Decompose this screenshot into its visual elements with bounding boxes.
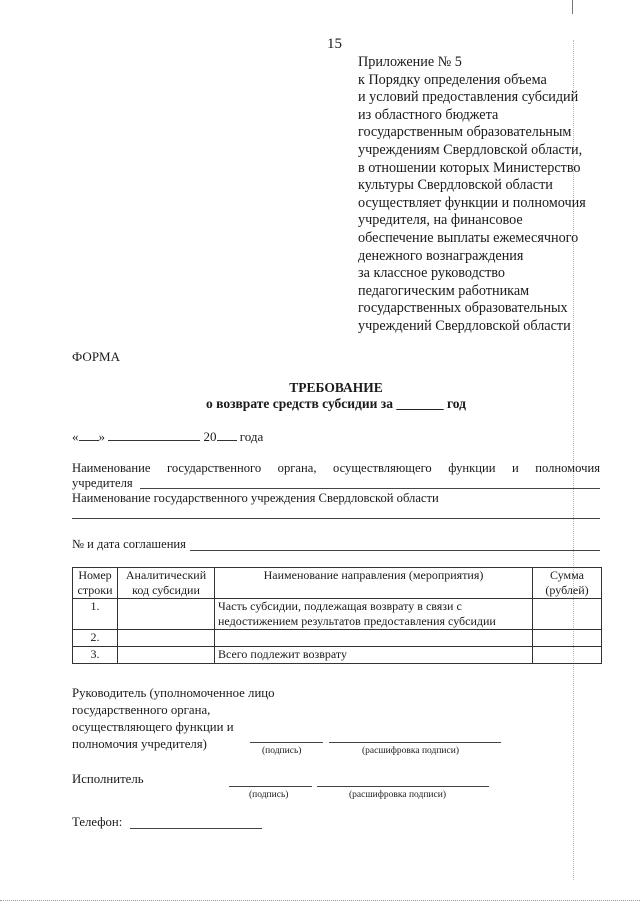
agreement-label: № и дата соглашения xyxy=(72,537,186,551)
org-field[interactable] xyxy=(140,488,600,489)
column-header: Номер строки xyxy=(73,568,118,599)
head-signature-field[interactable] xyxy=(250,742,323,743)
head-label-line: осуществляющего функции и xyxy=(72,720,234,734)
appendix-line: осуществляет функции и полномочия xyxy=(358,194,586,211)
appendix-line: Приложение № 5 xyxy=(358,54,462,70)
name-cell: Часть субсидии, подлежащая возврату в связи с недостижением результатов предоставления субсидии xyxy=(215,599,533,630)
column-header: Аналитический код субсидии xyxy=(118,568,215,599)
appendix-line: обеспечение выплаты ежемесячного xyxy=(358,229,579,246)
table-row xyxy=(73,630,602,647)
name-cell[interactable] xyxy=(215,630,533,647)
executor-decode-field[interactable] xyxy=(317,786,489,787)
sum-cell[interactable] xyxy=(533,647,602,664)
page-bottom-edge xyxy=(0,900,640,901)
margin-mark xyxy=(572,0,573,14)
code-cell[interactable] xyxy=(118,647,215,664)
column-header: Сумма (рублей) xyxy=(533,568,602,599)
org-label-line2: учредителя xyxy=(72,476,133,490)
decode-caption: (расшифровка подписи) xyxy=(349,790,446,800)
decode-caption: (расшифровка подписи) xyxy=(362,746,459,756)
appendix-line: культуры Свердловской области xyxy=(358,177,553,194)
code-cell[interactable] xyxy=(118,630,215,647)
agreement-field[interactable] xyxy=(190,550,600,551)
form-label: ФОРМА xyxy=(72,349,120,364)
year-field[interactable] xyxy=(217,428,237,441)
appendix-line: учредителя, на финансовое xyxy=(358,212,523,229)
executor-label: Исполнитель xyxy=(72,772,144,786)
appendix-line: в отношении которых Министерство xyxy=(358,159,581,176)
signature-caption: (подпись) xyxy=(262,746,302,756)
appendix-line: денежного вознаграждения xyxy=(358,247,524,264)
sum-cell[interactable] xyxy=(533,630,602,647)
signature-caption: (подпись) xyxy=(249,790,289,800)
appendix-line: к Порядку определения объема xyxy=(358,71,547,88)
column-header: Наименование направления (мероприятия) xyxy=(215,568,533,599)
code-cell[interactable] xyxy=(118,599,215,630)
table-row xyxy=(73,647,602,664)
org-label-line1: Наименование государственного органа, осуществляющего функции и полномочия xyxy=(72,461,600,475)
document-title: ТРЕБОВАНИЕ xyxy=(289,380,383,395)
head-label-line: полномочия учредителя) xyxy=(72,737,207,751)
head-label-line: Руководитель (уполномоченное лицо xyxy=(72,686,275,700)
phone-label: Телефон: xyxy=(72,815,123,829)
day-field[interactable] xyxy=(79,428,99,441)
head-signature-block xyxy=(72,685,275,753)
head-decode-field[interactable] xyxy=(329,742,501,743)
page-number: 15 xyxy=(327,36,342,52)
appendix-line: государственных образовательных xyxy=(358,300,568,317)
name-cell: Всего подлежит возврату xyxy=(215,647,533,664)
appendix-line: учреждений Свердловской области xyxy=(358,317,571,334)
date-open-quote: « xyxy=(72,429,79,444)
date-line xyxy=(72,428,263,445)
appendix-line: педагогическим работникам xyxy=(358,282,530,299)
year-prefix: 20 xyxy=(203,429,217,444)
executor-signature-field[interactable] xyxy=(229,786,312,787)
row-number: 3. xyxy=(73,647,118,664)
table-header-row xyxy=(73,568,602,599)
document-subtitle: о возврате средств субсидии за _______ год xyxy=(206,396,466,411)
year-suffix: года xyxy=(236,429,264,444)
refund-table xyxy=(72,567,602,664)
row-number: 1. xyxy=(73,599,118,630)
phone-field[interactable] xyxy=(130,828,262,829)
appendix-block xyxy=(358,54,618,336)
table-row xyxy=(73,599,602,630)
institution-label: Наименование государственного учреждения Свердловской области xyxy=(72,491,439,505)
row-number: 2. xyxy=(73,630,118,647)
month-field[interactable] xyxy=(108,428,200,441)
date-close-quote: » xyxy=(98,429,105,444)
appendix-line: за классное руководство xyxy=(358,265,505,282)
head-label-line: государственного органа, xyxy=(72,703,211,717)
sum-cell[interactable] xyxy=(533,599,602,630)
appendix-line: учреждениям Свердловской области, xyxy=(358,141,583,158)
appendix-line: и условий предоставления субсидий xyxy=(358,89,579,106)
appendix-line: государственным образовательным xyxy=(358,124,572,141)
institution-field[interactable] xyxy=(72,518,600,519)
appendix-line: из областного бюджета xyxy=(358,106,499,123)
